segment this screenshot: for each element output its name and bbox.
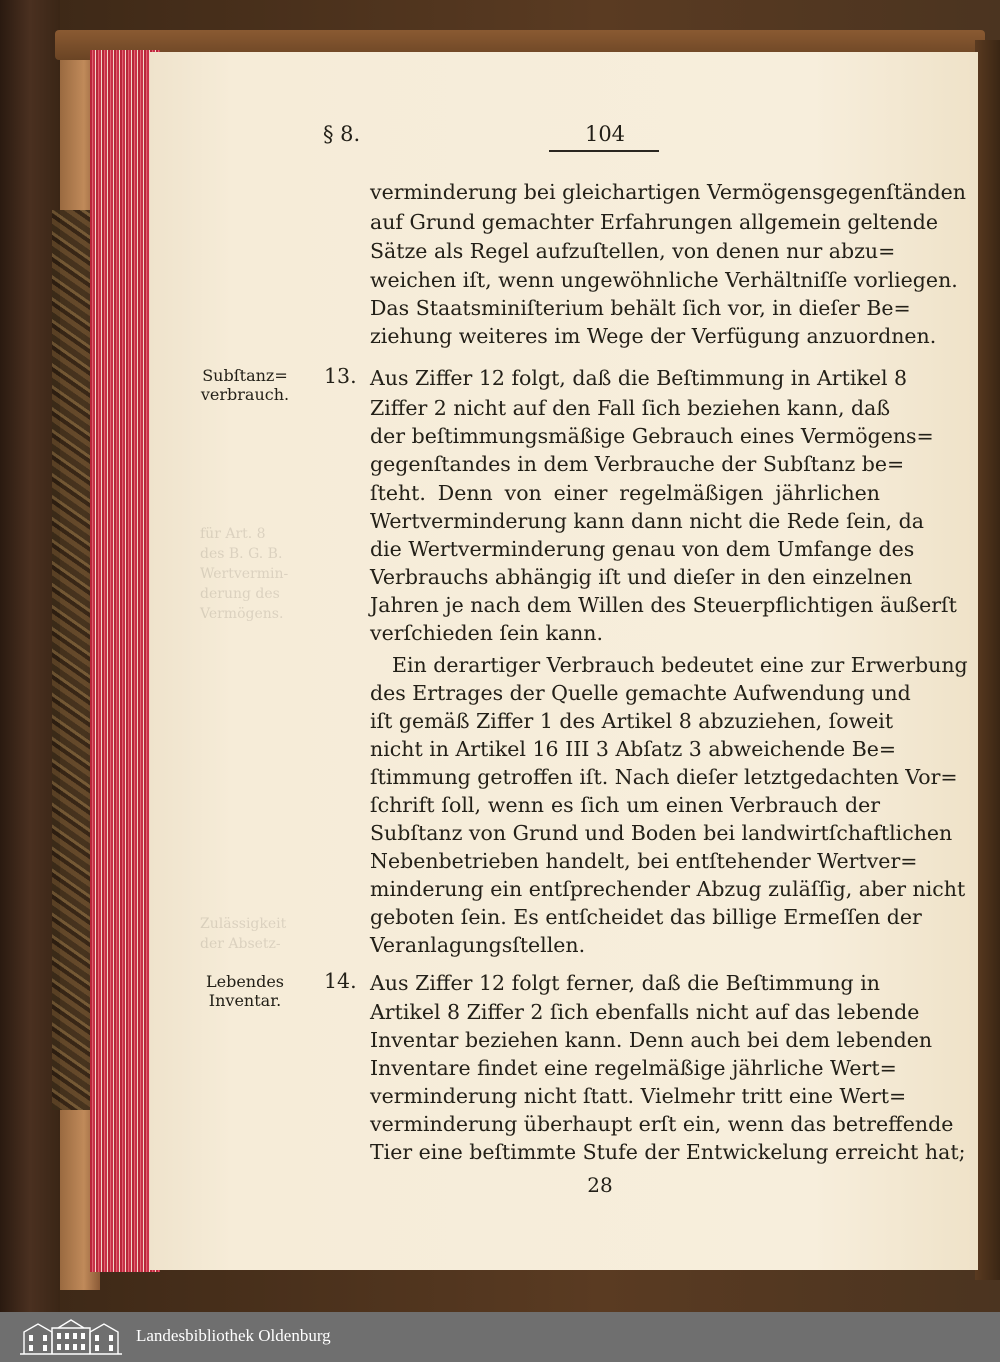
library-building-icon xyxy=(18,1318,124,1356)
paragraph-number: 14. xyxy=(324,969,357,993)
margin-note-line: Lebendes xyxy=(205,972,285,991)
text-line: gegenſtandes in dem Verbrauche der Subſtanz be= xyxy=(370,452,905,476)
text-line: Ziffer 2 nicht auf den Fall ſich beziehen kann, daß xyxy=(370,396,891,420)
text-line: Jahren je nach dem Willen des Steuerpflichtigen äußerſt xyxy=(370,593,957,617)
margin-note-line: Inventar. xyxy=(208,991,282,1010)
binding-right-edge xyxy=(975,40,1000,1280)
text-line: Ein derartiger Verbrauch bedeutet eine zur Erwerbung xyxy=(392,653,968,677)
text-line: Subſtanz von Grund und Boden bei landwirtſchaftlichen xyxy=(370,821,953,845)
text-line: ſtimmung getroffen iſt. Nach dieſer letztgedachten Vor= xyxy=(370,765,958,789)
text-line: des Ertrages der Quelle gemachte Aufwendung und xyxy=(370,681,911,705)
text-line: Wertverminderung kann dann nicht die Rede ſein, da xyxy=(370,509,924,533)
text-line: geboten ſein. Es entſcheidet das billige Ermeſſen der xyxy=(370,905,922,929)
bleed-through-text: Zulässigkeit xyxy=(200,916,287,932)
text-line: Inventare findet eine regelmäßige jährliche Wert= xyxy=(370,1056,897,1080)
book-cover xyxy=(0,0,60,1312)
bleed-through-text: des B. G. B. xyxy=(200,546,283,562)
text-line: die Wertverminderung genau von dem Umfange des xyxy=(370,537,915,561)
margin-note-line: verbrauch. xyxy=(200,385,290,404)
margin-note-substanz xyxy=(195,366,295,404)
text-line: Aus Ziffer 12 folgt, daß die Beſtimmung in Artikel 8 xyxy=(370,366,908,390)
text-line: verminderung bei gleichartigen Vermögensgegenſtänden xyxy=(370,180,967,204)
text-line: Tier eine beſtimmte Stufe der Entwickelung erreicht hat; xyxy=(370,1140,966,1164)
text-line: Inventar beziehen kann. Denn auch bei dem lebenden xyxy=(370,1028,933,1052)
paragraph-number: 13. xyxy=(324,364,357,388)
text-line: weichen iſt, wenn ungewöhnliche Verhältniſſe vorliegen. xyxy=(370,268,958,292)
text-line: Sätze als Regel aufzuſtellen, von denen nur abzu= xyxy=(370,239,896,263)
text-line: ſchrift ſoll, wenn es ſich um einen Verbrauch der xyxy=(370,793,880,817)
bleed-through-text: Vermögens. xyxy=(200,606,284,622)
text-line: verminderung überhaupt erſt ein, wenn das betreffende xyxy=(370,1112,954,1136)
bleed-through-text: der Absetz- xyxy=(200,936,281,952)
text-line: verſchieden ſein kann. xyxy=(370,621,604,645)
marbled-endpaper xyxy=(52,210,92,1110)
text-line: der beſtimmungsmäßige Gebrauch eines Vermögens= xyxy=(370,424,934,448)
text-line: auf Grund gemachter Erfahrungen allgemein geltende xyxy=(370,210,939,234)
bleed-through-text: Wertvermin- xyxy=(200,566,289,582)
bleed-through-text: derung des xyxy=(200,586,280,602)
text-line: Artikel 8 Ziffer 2 ſich ebenfalls nicht auf das lebende xyxy=(370,1000,920,1024)
section-marker: § 8. xyxy=(323,122,361,146)
text-line: minderung ein entſprechender Abzug zuläſſig, aber nicht xyxy=(370,877,966,901)
text-line: Das Staatsminiſterium behält ſich vor, in dieſer Be= xyxy=(370,296,911,320)
margin-note-line: Subſtanz= xyxy=(202,366,288,385)
margin-note-inventar xyxy=(195,972,295,1010)
text-line: Verbrauchs abhängig iſt und dieſer in den einzelnen xyxy=(370,565,913,589)
text-line: iſt gemäß Ziffer 1 des Artikel 8 abzuziehen, ſoweit xyxy=(370,709,894,733)
text-line: Veranlagungsſtellen. xyxy=(370,933,586,957)
text-line: nicht in Artikel 16 III 3 Abſatz 3 abweichende Be= xyxy=(370,737,897,761)
bleed-through-text: für Art. 8 xyxy=(200,526,266,542)
signature-mark: 28 xyxy=(587,1173,613,1197)
text-line: ziehung weiteres im Wege der Verfügung anzuordnen. xyxy=(370,324,937,348)
header-rule xyxy=(549,150,659,152)
text-line: Nebenbetrieben handelt, bei entſtehender Wertver= xyxy=(370,849,918,873)
text-line: ſteht. Denn von einer regelmäßigen jährlichen xyxy=(370,481,880,505)
page-number: 104 xyxy=(584,122,626,146)
library-footer-bar xyxy=(0,1312,1000,1362)
text-line: verminderung nicht ſtatt. Vielmehr tritt eine Wert= xyxy=(370,1084,907,1108)
library-name[interactable]: Landesbibliothek Oldenburg xyxy=(136,1326,331,1345)
text-line: Aus Ziffer 12 folgt ferner, daß die Beſtimmung in xyxy=(370,971,880,995)
